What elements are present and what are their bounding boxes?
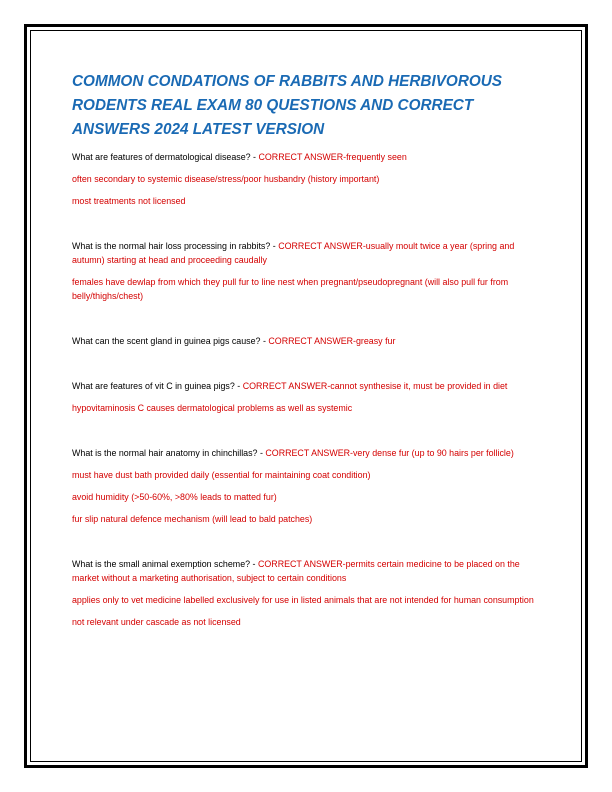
qa-line <box>72 150 548 164</box>
answer-extra: not relevant under cascade as not licensed <box>72 617 241 627</box>
question-text: What is the normal hair anatomy in chinchillas? <box>72 448 258 458</box>
answer-extra: females have dewlap from which they pull fur to line nest when pregnant/pseudopregnant (will also pull fur from belly/thighs/chest) <box>72 277 509 301</box>
answer-extra: often secondary to systemic disease/stress/poor husbandry (history important) <box>72 174 380 184</box>
qa-item <box>72 334 548 348</box>
question-text: What are features of vit C in guinea pigs? <box>72 381 235 391</box>
spacer <box>72 534 548 557</box>
answer-extra: avoid humidity (>50-60%, >80% leads to matted fur) <box>72 492 277 502</box>
separator: - <box>270 241 279 251</box>
qa-item <box>72 446 548 526</box>
document-title: COMMON CONDATIONS OF RABBITS AND HERBIVOROUS RODENTS REAL EXAM 80 QUESTIONS AND CORRECT ANSWERS 2024 LATEST VERSION <box>72 73 503 138</box>
answer-text: CORRECT ANSWER-frequently seen <box>258 152 407 162</box>
qa-line <box>72 446 548 460</box>
answer-extra: applies only to vet medicine labelled exclusively for use in listed animals that are not intended for human consumption <box>72 595 534 605</box>
question-text: What is the normal hair loss processing in rabbits? <box>72 241 271 251</box>
answer-extra: most treatments not licensed <box>72 196 186 206</box>
separator: - <box>257 448 266 458</box>
answer-text: CORRECT ANSWER-very dense fur (up to 90 hairs per follicle) <box>265 448 514 458</box>
qa-line <box>72 334 548 348</box>
qa-item <box>72 150 548 208</box>
answer-text: CORRECT ANSWER-cannot synthesise it, must be provided in diet <box>242 381 508 391</box>
qa-item <box>72 239 548 303</box>
qa-item <box>72 379 548 415</box>
answer-text: CORRECT ANSWER-permits certain medicine to be placed on the market without a marketing authorisation, subject to certain conditions <box>72 559 520 583</box>
qa-line <box>72 557 548 585</box>
spacer <box>72 311 548 334</box>
answer-extra: hypovitaminosis C causes dermatological problems as well as systemic <box>72 403 353 413</box>
answer-text: CORRECT ANSWER-greasy fur <box>268 336 396 346</box>
question-text: What is the small animal exemption scheme? <box>72 559 251 569</box>
qa-line <box>72 239 548 267</box>
question-text: What are features of dermatological disease? <box>72 152 251 162</box>
spacer <box>72 356 548 379</box>
separator: - <box>250 559 258 569</box>
separator: - <box>234 381 243 391</box>
separator: - <box>250 152 259 162</box>
document-body <box>72 70 548 637</box>
separator: - <box>260 336 269 346</box>
answer-extra: must have dust bath provided daily (essential for maintaining coat condition) <box>72 470 371 480</box>
answer-extra: fur slip natural defence mechanism (will lead to bald patches) <box>72 514 313 524</box>
spacer <box>72 216 548 239</box>
question-text: What can the scent gland in guinea pigs cause? <box>72 336 261 346</box>
answer-text: CORRECT ANSWER-usually moult twice a year (spring and autumn) starting at head and proceeding caudally <box>72 241 515 265</box>
qa-line <box>72 379 548 393</box>
spacer <box>72 423 548 446</box>
qa-item <box>72 557 548 629</box>
